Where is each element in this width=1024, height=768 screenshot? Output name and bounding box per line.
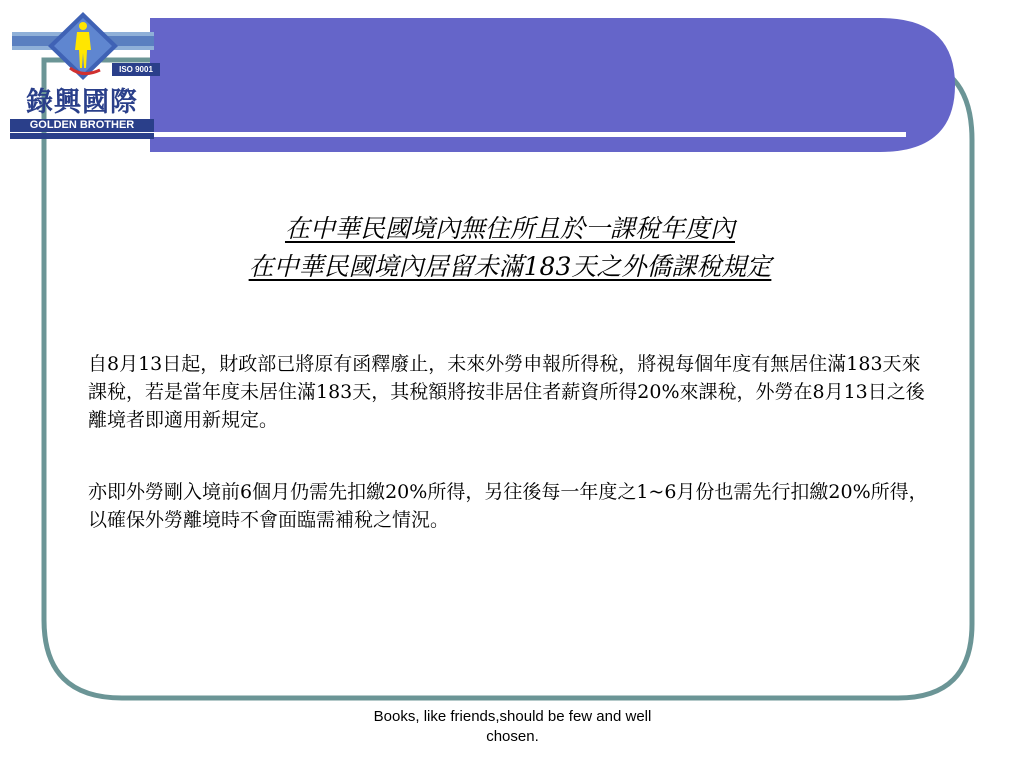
footer-quote: Books, like friends,should be few and well chosen. <box>373 708 652 745</box>
logo-emblem <box>8 8 158 88</box>
slide-title <box>100 210 920 286</box>
title-line-1: 在中華民國境內無住所且於一課稅年度內 <box>284 214 735 243</box>
logo-subtitle-bar <box>10 133 154 139</box>
iso-badge: ISO 9001 <box>112 63 160 76</box>
paragraph-new-rule: 自8月13日起，財政部已將原有函釋廢止，未來外勞申報所得稅，將視每個年度有無居住滿183天來課稅，若是當年度未居住滿183天，其稅額將按非居住者薪資所得20%來課稅，外勞在8月13日之後離境者即適用新規定。 <box>88 353 925 431</box>
header-white-line <box>150 132 906 137</box>
header-band <box>150 18 955 152</box>
paragraph-withholding: 亦即外勞剛入境前6個月仍需先扣繳20%所得，另往後每一年度之1~6月份也需先行扣繳20%所得，以確保外勞離境時不會面臨需補稅之情況。 <box>88 481 928 531</box>
logo-chinese-name: 錄興國際 <box>26 87 138 118</box>
title-line-2: 在中華民國境內居留未滿183天之外僑課稅規定 <box>248 252 772 281</box>
logo-english-name: GOLDEN BROTHER <box>10 119 154 132</box>
